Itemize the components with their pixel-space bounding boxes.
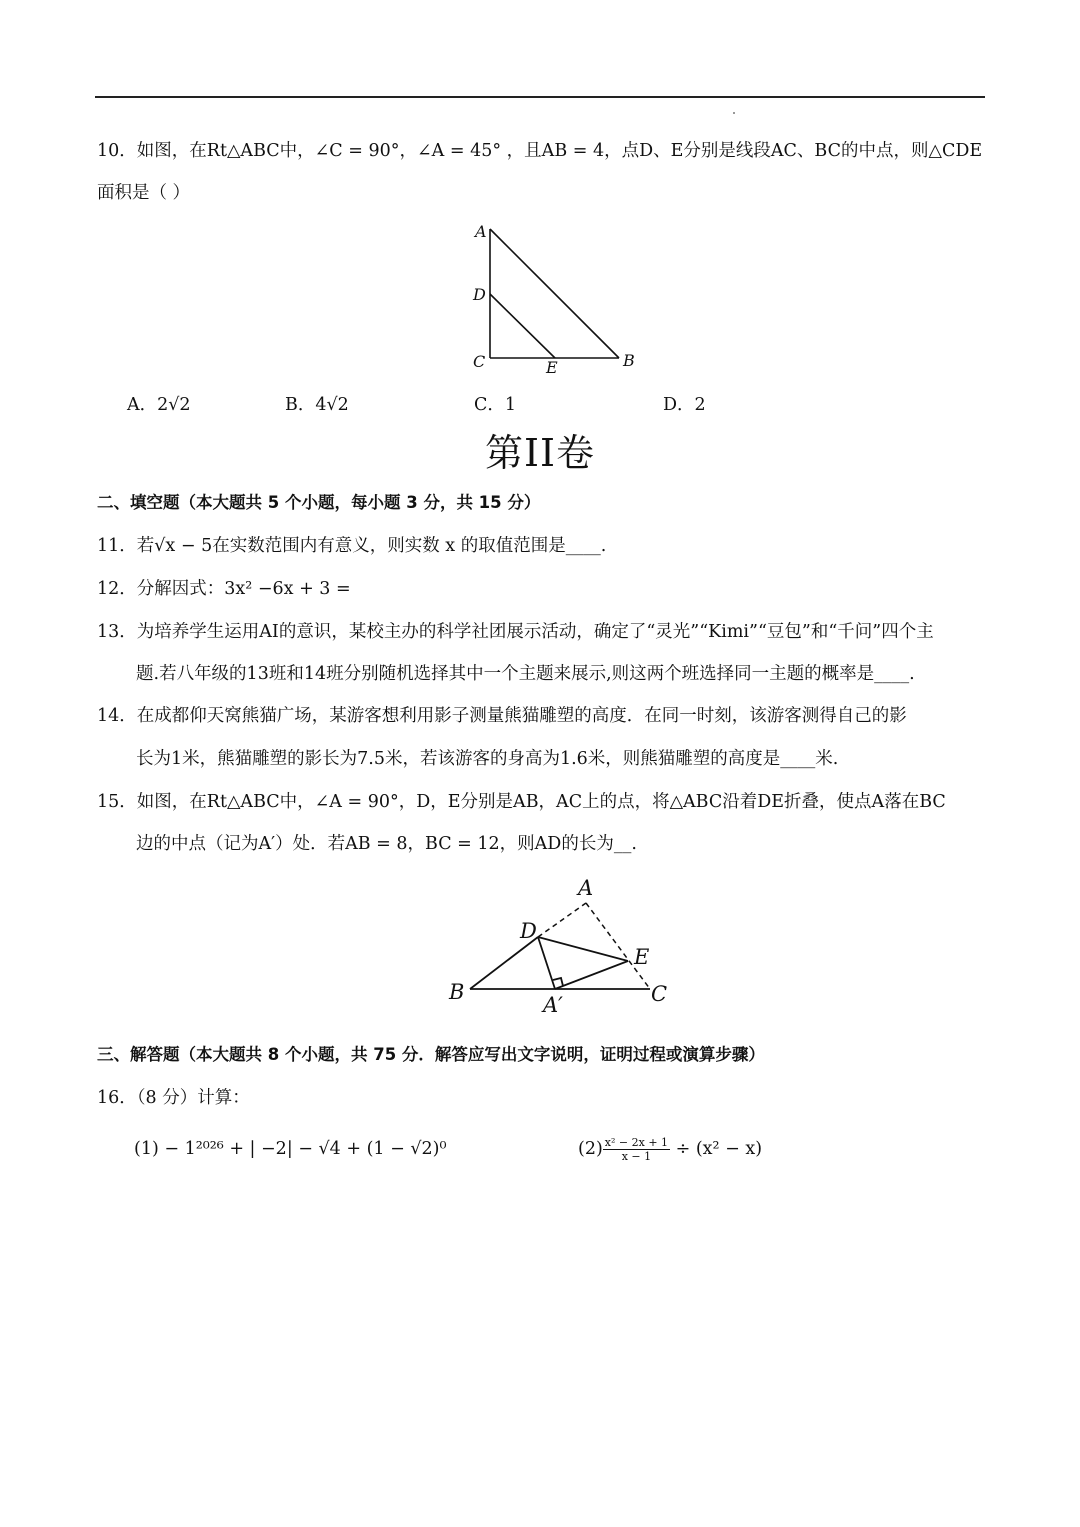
q10-label-D: D [473,285,486,304]
q10-label-E: E [546,358,558,377]
q13-line1: 13．为培养学生运用AI的意识，某校主办的科学社团展示活动，确定了“灵光”“Kimi”“豆包”和“千问”四个主 [97,622,934,642]
q14-line1: 14．在成都仰天窝熊猫广场，某游客想利用影子测量熊猫雕塑的高度．在同一时刻，该游客测得自己的影 [97,706,907,726]
q15-figure [440,870,680,1020]
q16-title: 16．（8 分）计算： [97,1088,250,1108]
section3-heading: 三、解答题（本大题共 8 个小题，共 75 分．解答应写出文字说明，证明过程或演算步骤） [97,1045,765,1064]
q12-text: 12．分解因式：3x² −6x + 3 = [97,579,351,599]
q10-label-A: A [475,222,487,241]
q13-line2: 题.若八年级的13班和14班分别随机选择其中一个主题来展示,则这两个班选择同一主题的概率是____. [136,664,915,684]
q16-part2-suffix: ÷ (x² − x) [670,1139,763,1159]
q10-option-c: C．1 [474,395,517,415]
q15-label-B: B [449,980,465,1004]
section2-heading: 二、填空题（本大题共 5 个小题，每小题 3 分，共 15 分） [97,493,541,512]
q10-line2: 面积是（ ） [97,183,191,203]
q14-line2: 长为1米，熊猫雕塑的影长为7.5米，若该游客的身高为1.6米，则熊猫雕塑的高度是____米. [136,749,839,769]
q10-figure [465,215,645,385]
q15-line1: 15．如图，在Rt△ABC中，∠A = 90°，D，E分别是AB，AC上的点，将△ABC沿着DE折叠，使点A落在BC [97,792,946,812]
q15-label-D: D [520,919,537,943]
q10-label-C: C [473,352,486,371]
q16-part2-numerator: x² − 2x + 1 [604,1136,669,1149]
q10-line1: 10．如图，在Rt△ABC中，∠C = 90°，∠A = 45° ，且AB = 4，点D、E分别是线段AC、BC的中点，则△CDE [97,141,983,161]
q10-option-d: D．2 [663,395,706,415]
header-dot [733,112,735,114]
q15-label-C: C [651,982,668,1006]
q11-text: 11．若√x − 5在实数范围内有意义，则实数 x 的取值范围是____. [97,536,607,556]
q16-part2-fraction [603,1136,670,1163]
q15-label-A: A [578,876,594,900]
q15-line2: 边的中点（记为A′）处．若AB = 8，BC = 12，则AD的长为__. [136,834,637,854]
q10-label-B: B [623,351,635,370]
q16-part1: (1) − 1²⁰²⁶ + | −2| − √4 + (1 − √2)⁰ [134,1139,447,1159]
header-rule [95,96,985,98]
q15-label-E: E [634,945,650,969]
q16-part2-denominator: x − 1 [621,1150,652,1163]
q16-part2 [578,1131,762,1167]
q15-label-a-prime: A′ [543,993,563,1017]
q10-option-b: B．4√2 [285,395,349,415]
q16-part2-prefix: (2) [578,1139,603,1159]
q10-option-a: A．2√2 [127,395,191,415]
part2-title: 第II卷 [484,431,596,475]
